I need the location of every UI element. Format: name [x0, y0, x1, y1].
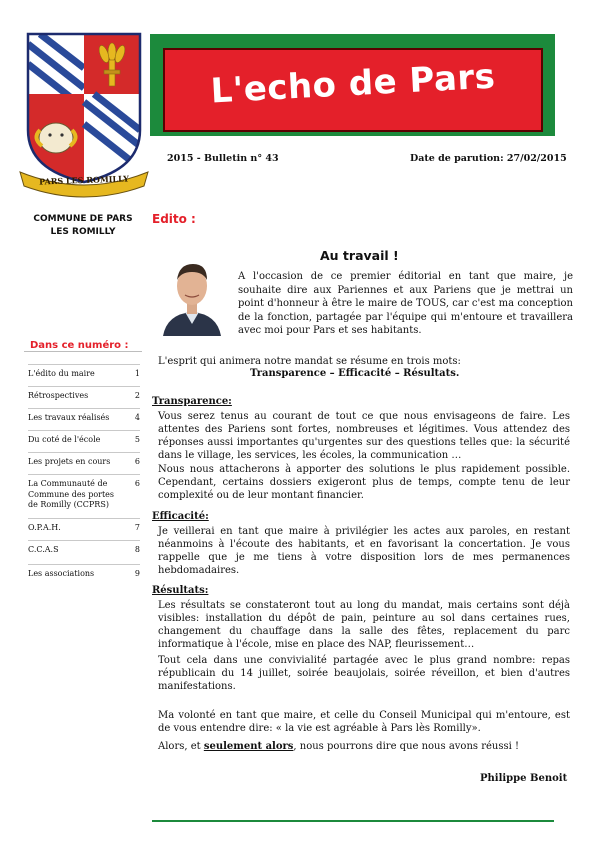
article-title: Au travail !	[320, 248, 399, 263]
crest-motto: PARS LES ROMILLY	[38, 173, 130, 187]
toc-item-label: Les travaux réalisés	[28, 413, 110, 422]
toc-item[interactable]	[28, 452, 140, 468]
toc-item-page: 6	[134, 479, 140, 488]
section-paragraph: Tout cela dans une convivialité partagée avec le plus grand nombre: repas républicain du 14 juillet, soirée beaujolais, soirée réveillon, et bien d'autres manifestations.	[158, 655, 570, 692]
mayor-portrait-photo	[157, 252, 227, 336]
article-intro: A l'occasion de ce premier éditorial en tant que maire, je souhaite dire aux Pariennes et aux Pariens que je mettrai un point d'honneur à être le maire de TOUS, car c'est ma conception de la fonction, partagée par l'équipe qui m'entoure et travaillera avec moi pour Pars et ses habitants.	[238, 271, 573, 336]
commune-name	[24, 213, 142, 239]
toc-item-page: 7	[134, 523, 140, 532]
toc-item-label: C.C.A.S	[28, 545, 59, 554]
summary-keywords: Transparence – Efficacité – Résultats.	[250, 368, 460, 379]
toc-item-page: 4	[134, 413, 140, 422]
section-paragraph: Vous serez tenus au courant de tout ce que nous envisageons de faire. Les attentes des Pariens sont fortes, nombreuses et légitimes. Vous attendez des réponses aussi importantes qu'urgentes sur des questions telles que: la sécurité dans le village, les services, les écoles, la communication …	[158, 411, 570, 461]
section-heading-efficacite: Efficacité:	[152, 511, 209, 522]
closing-statement	[158, 741, 519, 752]
toc-item[interactable]	[28, 386, 140, 402]
publication-date: Date de parution: 27/02/2015	[410, 153, 567, 164]
toc-item[interactable]	[28, 364, 140, 380]
closing-emphasis: seulement alors	[203, 741, 294, 752]
closing-text-pre: Alors, et	[158, 741, 204, 752]
toc-item-page: 8	[134, 545, 140, 554]
section-paragraph: Nous nous attacherons à apporter des solutions le plus rapidement possible. Cependant, certains dossiers exigeront plus de temps, compte tenu de leur complexité ou de leur montant financier.	[158, 464, 570, 501]
section-paragraph: Les résultats se constateront tout au long du mandat, mais certains sont déjà visibles: installation du dépôt de pain, peinture au sol dans certaines rues, changement du chauffage dans la salle des fêtes, replacement du parc informatique à l'école, mise en place des NAP, fleurissement…	[158, 600, 570, 650]
toc-item-label: Du coté de l'école	[28, 435, 101, 444]
toc-item-page: 9	[134, 569, 140, 578]
section-paragraph: Je veillerai en tant que maire à privilégier les actes aux paroles, en restant néanmoins à l'écoute des habitants, et en favorisant la concertation. Je vous rappelle que je me tiens à votre disposition lors de mes permanences hebdomadaires.	[158, 526, 570, 576]
closing-paragraph: Ma volonté en tant que maire, et celle du Conseil Municipal qui m'entoure, est de vous entendre dire: « la vie est agréable à Pars lès Romilly».	[158, 710, 570, 734]
summary-lead: L'esprit qui animera notre mandat se résume en trois mots:	[158, 356, 461, 367]
commune-line-2: LES ROMILLY	[50, 227, 116, 237]
toc-item-label: O.P.A.H.	[28, 523, 61, 532]
toc-item[interactable]	[28, 518, 140, 534]
toc-item-page: 5	[134, 435, 140, 444]
edito-label: Edito :	[152, 212, 196, 226]
toc-item[interactable]	[28, 430, 140, 446]
commune-line-1: COMMUNE DE PARS	[33, 214, 133, 224]
signature: Philippe Benoit	[480, 773, 568, 784]
banner	[163, 48, 543, 132]
footer-divider	[152, 820, 554, 822]
toc-divider	[24, 351, 142, 352]
toc-item-label: Les projets en cours	[28, 457, 111, 466]
section-heading-transparence: Transparence:	[152, 396, 232, 407]
toc-item-label: Les associations	[28, 569, 95, 578]
toc-item-page: 1	[134, 369, 140, 378]
toc-item[interactable]	[28, 408, 140, 424]
closing-text-post: , nous pourrons dire que nous avons réussi !	[293, 741, 519, 752]
toc-item-page: 6	[134, 457, 140, 466]
toc-item-label: Rétrospectives	[28, 391, 89, 400]
issue-number: 2015 - Bulletin n° 43	[167, 153, 279, 164]
toc-item[interactable]	[28, 564, 140, 580]
toc-item[interactable]	[28, 474, 140, 511]
toc-title: Dans ce numéro :	[30, 340, 129, 351]
section-heading-resultats: Résultats:	[152, 585, 209, 596]
toc-item[interactable]	[28, 540, 140, 556]
toc-item-label: L'édito du maire	[28, 369, 95, 378]
toc-item-label: La Communauté de Commune des portes de Romilly (CCPRS)	[28, 479, 115, 509]
toc-item-page: 2	[134, 391, 140, 400]
newsletter-title: L'echo de Pars	[209, 56, 497, 112]
